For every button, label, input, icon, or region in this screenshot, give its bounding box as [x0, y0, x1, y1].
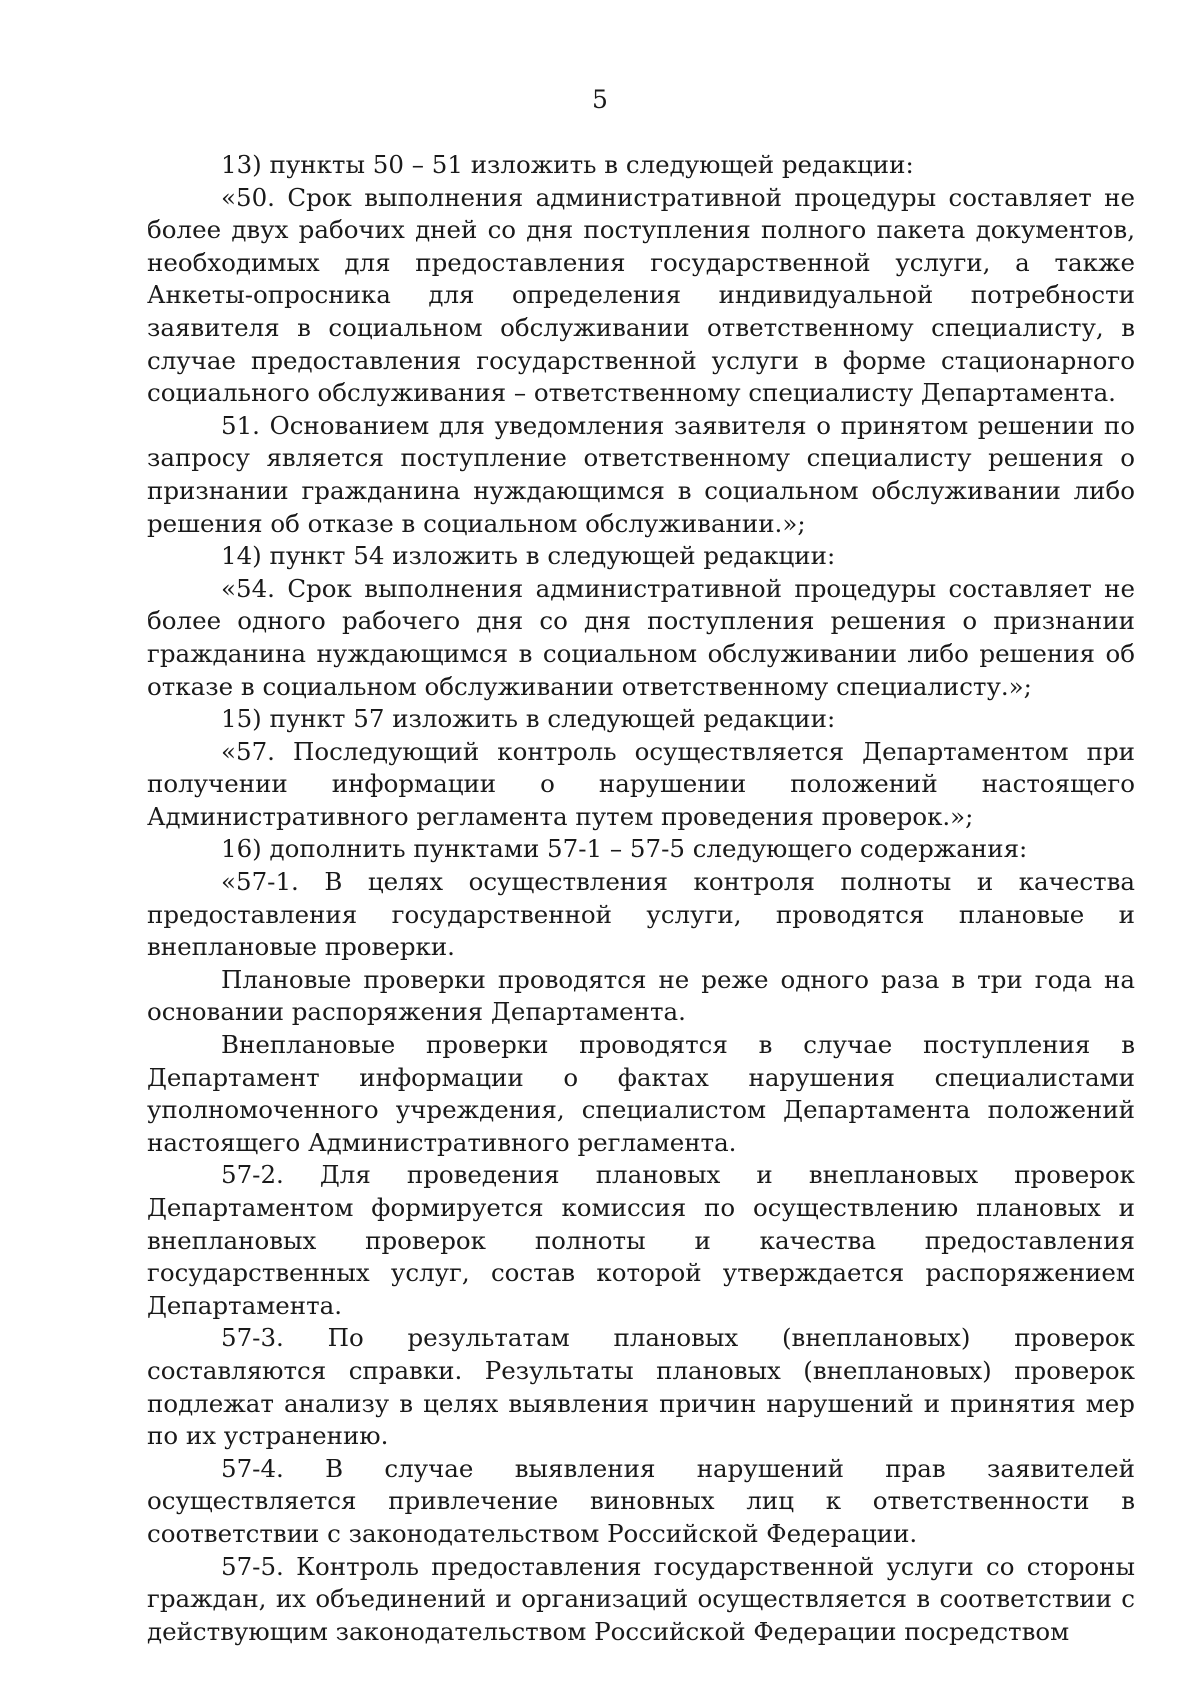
- paragraph-unplanned-checks: Внеплановые проверки проводятся в случае поступления в Департамент информации о фактах нарушения специалистами уполномоченного учреждения, специалистом Департамента положений настоящего Административного регламента.: [147, 1030, 1135, 1157]
- paragraph-clause-51: 51. Основанием для уведомления заявителя о принятом решении по запросу является поступление ответственному специалисту решения о признании гражданина нуждающимся в социальном обслуживании либо решения об отказе в социальном обслуживании.»;: [147, 410, 1135, 538]
- paragraph-clause-57-3: 57-3. По результатам плановых (внеплановых) проверок составляются справки. Результаты плановых (внеплановых) проверок подлежат анализу в целях выявления причин нарушений и принятия мер по их устранению.: [147, 1323, 1135, 1451]
- paragraph-clause-54: «54. Срок выполнения административной процедуры составляет не более одного рабочего дня со дня поступления решения о признании гражданина нуждающимся в социальном обслуживании либо решения об отказе в социальном обслуживании ответственному специалисту.»;: [147, 573, 1135, 701]
- paragraph-clause-57-2: 57-2. Для проведения плановых и внеплановых проверок Департаментом формируется комиссия по осуществлению плановых и внеплановых проверок полноты и качества предоставления государственных услуг, состав которой утверждается распоряжением Департамента.: [147, 1160, 1135, 1320]
- paragraph-clause-50: «50. Срок выполнения административной процедуры составляет не более двух рабочих дней со дня поступления полного пакета документов, необходимых для предоставления государственной услуги, а также Анкеты-опросника для определения индивидуальной потребности заявителя в социальном обслуживании ответственному специалисту, в случае предоставления государственной услуги в форме стационарного социального обслуживания – ответственному специалисту Департамента.: [147, 182, 1135, 408]
- paragraph-clause-57-5: 57-5. Контроль предоставления государственной услуги со стороны граждан, их объединений и организаций осуществляется в соответствии с действующим законодательством Российской Федерации посредством: [147, 1551, 1135, 1646]
- paragraph-item-14: 14) пункт 54 изложить в следующей редакции:: [221, 541, 836, 571]
- paragraph-item-13: 13) пункты 50 – 51 изложить в следующей редакции:: [221, 150, 914, 179]
- paragraph-planned-checks: Плановые проверки проводятся не реже одного раза в три года на основании распоряжения Департамента.: [147, 964, 1135, 1027]
- paragraph-item-16: 16) дополнить пунктами 57-1 – 57-5 следующего содержания:: [221, 834, 1028, 864]
- paragraph-clause-57-4: 57-4. В случае выявления нарушений прав заявителей осуществляется привлечение виновных лиц к ответственности в соответствии с законодательством Российской Федерации.: [147, 1453, 1135, 1548]
- paragraph-clause-57: «57. Последующий контроль осуществляется Департаментом при получении информации о нарушении положений настоящего Административного регламента путем проведения проверок.»;: [147, 736, 1135, 831]
- paragraph-clause-57-1: «57-1. В целях осуществления контроля полноты и качества предоставления государственной услуги, проводятся плановые и внеплановые проверки.: [147, 867, 1135, 962]
- paragraph-item-15: 15) пункт 57 изложить в следующей редакции:: [221, 704, 836, 734]
- document-body: [147, 149, 1135, 1648]
- page-number: 5: [592, 85, 608, 114]
